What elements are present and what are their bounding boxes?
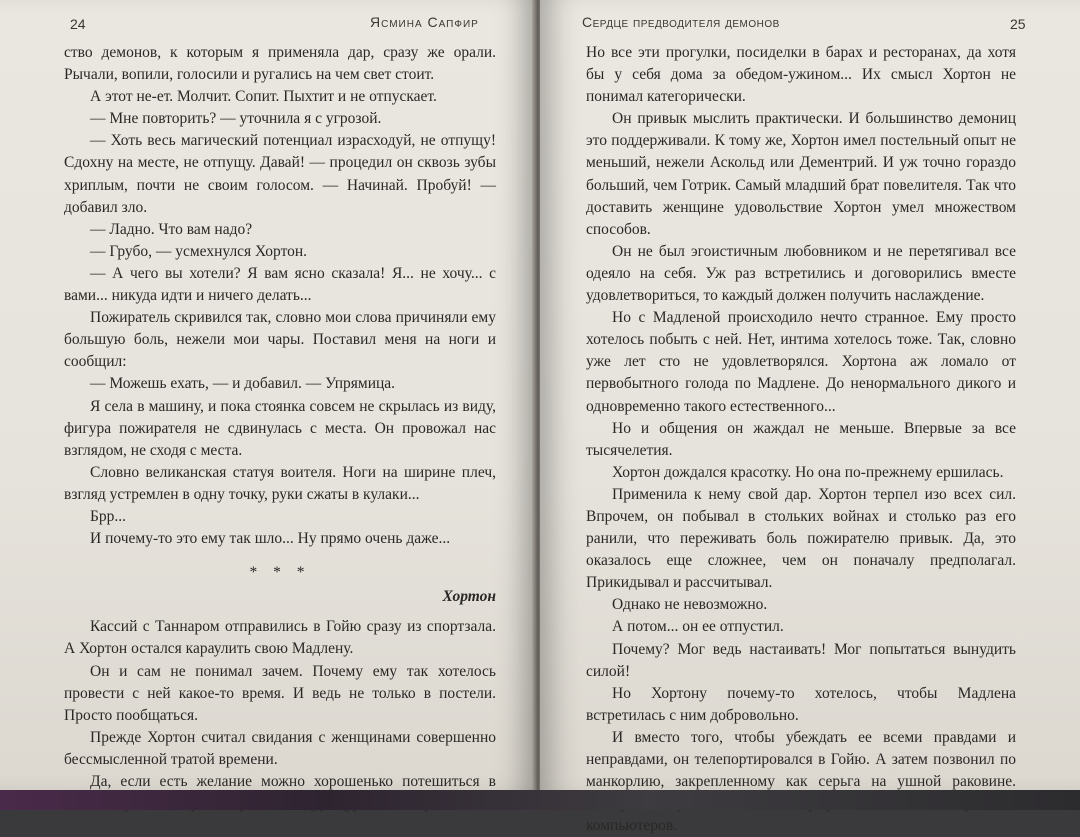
paragraph: — Ладно. Что вам надо?: [90, 220, 253, 238]
paragraph: Он привык мыслить практически. И большинство демониц это поддерживали. К тому же, Хортон имел постельный опыт не меньший, нежели Аскольд или Дементрий. И уж точно гораздо больший, чем Готрик. Самый младший брат повелителя. Так что доставить женщине удовольствие Хортон умел множеством способов.: [586, 110, 1016, 238]
paragraph: И вместо того, чтобы убеждать ее всеми правдами и неправдами, он телепортировался в Гойю. А затем позвонил по манкорлию, закрепленному как серьга на ушной раковине. компьютеров.: [586, 728, 1016, 835]
page-number: 24: [70, 16, 86, 32]
paragraph: Хортон дождался красотку. Но она по-прежнему ершилась.: [612, 463, 1004, 481]
right-page: [540, 0, 1080, 835]
paragraph: Кассий с Таннаром отправились в Гойю сразу из спортзала. А Хортон остался караулить свою Мадлену.: [64, 618, 496, 658]
running-head-author: Ясмина Сапфир: [370, 14, 479, 30]
page-number: 25: [1010, 16, 1026, 32]
paragraph: Однако не невозможно.: [612, 596, 768, 614]
running-head-title: Сердце предводителя демонов: [582, 14, 780, 30]
paragraph: Словно великанская статуя воителя. Ноги на ширине плеч, взгляд устремлен в одну точку, руки сжаты в кулаки...: [64, 463, 496, 503]
paragraph: Применила к нему свой дар. Хортон терпел изо всех сил. Впрочем, он побывал в стольких войнах и столько раз его ранили, что переживать боль пожирателю привык. Да, это оказалось еще сложнее, чем он поначалу предполагал. Прикидывал и рассчитывал.: [586, 485, 1016, 592]
paragraph: Он и сам не понимал зачем. Почему ему так хотелось провести с ней какое-то время. И ведь не только в постели. Просто пообщаться.: [64, 662, 496, 724]
left-page-text: [64, 42, 496, 815]
paragraph: Почему? Мог ведь настаивать! Мог попытаться вынудить силой!: [586, 640, 1016, 680]
paragraph: Он не был эгоистичным любовником и не перетягивал все одеяло на себя. Уж раз встретились и договорились вместе удовлетвориться, то каждый должен получить наслаждение.: [586, 242, 1016, 305]
paragraph: ство демонов, к которым я применяла дар, сразу же орали. Рычали, вопили, голосили и ругались на чем свет стоит.: [64, 44, 496, 84]
left-page: [0, 0, 536, 790]
section-heading: Хортон: [442, 588, 496, 606]
paragraph: — Мне повторить? — уточнила я с угрозой.: [90, 110, 382, 128]
paragraph: И почему-то это ему так шло... Ну прямо очень даже...: [90, 530, 451, 548]
paragraph: Но все эти прогулки, посиделки в барах и ресторанах, да хотя бы у себя дома за обедом-ужином... Их смысл Хортон не понимал категорически.: [586, 44, 1016, 106]
paragraph: А потом... он ее отпустил.: [612, 618, 784, 636]
table-surface: [0, 790, 1080, 810]
paragraph: — Хоть весь магический потенциал израсходуй, не отпущу! Сдохну на месте, не отпущу. Давай! — процедил он сквозь зубы хриплым, почти не своим голосом. — Начинай. Пробуй! — добавил зло.: [64, 132, 496, 216]
section-divider: * * *: [249, 564, 311, 582]
paragraph: — А чего вы хотели? Я вам ясно сказала! Я... не хочу... с вами... никуда идти и ничего делать...: [64, 264, 496, 305]
right-page-text: [586, 42, 1016, 837]
paragraph: Но и общения он жаждал не меньше. Впервые за все тысячелетия.: [586, 419, 1016, 459]
paragraph: Пожиратель скривился так, словно мои слова причиняли ему большую боль, нежели мои чары. Поставил меня на ноги и сообщил:: [64, 309, 496, 371]
paragraph: — Можешь ехать, — и добавил. — Упрямица.: [90, 375, 396, 393]
paragraph: Но Хортону почему-то хотелось, чтобы Мадлена встретилась с ним добровольно.: [586, 684, 1016, 724]
paragraph: Да, если есть желание можно хорошенько потешиться в: [90, 773, 496, 790]
paragraph: Я села в машину, и пока стоянка совсем не скрылась из виду, фигура пожирателя не сдвинулась с места. Он провожал нас взглядом, не сходя с места.: [64, 397, 496, 459]
paragraph: Прежде Хортон считал свидания с женщинами совершенно бессмысленной тратой времени.: [64, 728, 496, 768]
paragraph: Брр...: [90, 507, 127, 525]
paragraph: Но с Мадленой происходило нечто странное. Ему просто хотелось побыть с ней. Нет, интима хотелось тоже. Так, словно уже лет сто не удовлетворялся. Хортона аж ломало от первобытного голода по Мадлене. До ненормального дикого и одновременно такого естественного...: [586, 309, 1016, 415]
paragraph: А этот не-ет. Молчит. Сопит. Пыхтит и не отпускает.: [90, 88, 437, 106]
paragraph: — Грубо, — усмехнулся Хортон.: [90, 242, 308, 260]
